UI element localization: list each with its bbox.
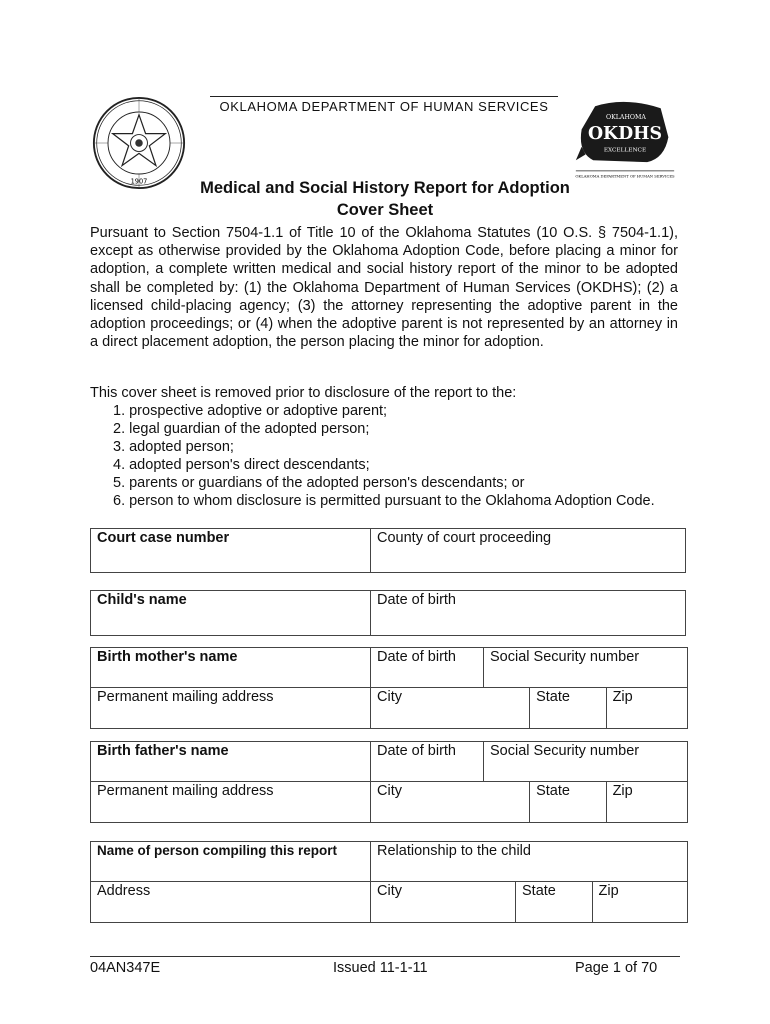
compiler-city-field[interactable]: City xyxy=(371,882,516,923)
father-state-zip-cell xyxy=(530,782,688,823)
child-table xyxy=(90,590,686,636)
disclosure-list xyxy=(113,402,713,510)
form-number: 04AN347E xyxy=(90,960,161,976)
child-dob-field[interactable]: Date of birth xyxy=(371,591,686,636)
agency-name: OKLAHOMA DEPARTMENT OF HUMAN SERVICES xyxy=(219,99,549,114)
list-item: 6. person to whom disclosure is permitted pursuant to the Oklahoma Adoption Code. xyxy=(113,493,655,509)
state-seal-icon xyxy=(92,96,186,190)
list-item: 4. adopted person's direct descendants; xyxy=(113,457,370,473)
disclosure-lead: This cover sheet is removed prior to disclosure of the report to the: xyxy=(90,385,517,401)
child-name-field[interactable]: Child's name xyxy=(91,591,371,636)
compiler-address-field[interactable]: Address xyxy=(91,882,371,923)
compiler-zip-field[interactable]: Zip xyxy=(598,883,619,899)
compiler-state-zip-cell xyxy=(516,882,688,923)
mother-address-field[interactable]: Permanent mailing address xyxy=(91,688,371,729)
birth-mother-table xyxy=(90,647,688,729)
footer-rule xyxy=(90,956,680,957)
compiler-table xyxy=(90,841,688,923)
list-item: 2. legal guardian of the adopted person; xyxy=(113,421,370,437)
father-address-field[interactable]: Permanent mailing address xyxy=(91,782,371,823)
mother-name-field[interactable]: Birth mother's name xyxy=(91,648,371,688)
seal-year: 1907 xyxy=(130,177,148,186)
logo-caption: OKLAHOMA DEPARTMENT OF HUMAN SERVICES xyxy=(575,174,675,179)
father-state-zip xyxy=(530,782,687,822)
document-subtitle: Cover Sheet xyxy=(336,201,434,219)
agency-rule xyxy=(210,96,558,97)
agency-header xyxy=(210,96,558,114)
father-name-field[interactable]: Birth father's name xyxy=(91,742,371,782)
mother-state-zip-cell xyxy=(530,688,688,729)
logo-main-text: OKDHS xyxy=(587,124,663,145)
mother-state-field[interactable]: State xyxy=(530,688,606,728)
page-number: Page 1 of 70 xyxy=(575,960,658,976)
birth-father-table xyxy=(90,741,688,823)
court-table xyxy=(90,528,686,573)
father-zip-field[interactable]: Zip xyxy=(612,783,633,799)
list-item: 1. prospective adoptive or adoptive parent; xyxy=(113,403,388,419)
mother-zip-field[interactable]: Zip xyxy=(612,689,633,705)
compiler-state-zip xyxy=(516,882,687,922)
mother-state-zip xyxy=(530,688,687,728)
issued-date: Issued 11-1-11 xyxy=(333,960,428,976)
logo-top-text: OKLAHOMA xyxy=(605,113,646,121)
intro-paragraph: Pursuant to Section 7504-1.1 of Title 10 of the Oklahoma Statutes (10 O.S. § 7504-1.1), except as otherwise provided by the Oklahoma Adoption Code, before placing a minor for adoption, a complete written medical and social history report of the minor to be adopted shall be completed by: (1) the Oklahoma Department of Human Services (OKDHS); (2) a licensed child-placing agency; (3) the attorney representing the adoptive parent in the adoption proceedings; or (4) when the adoptive parent is not represented by an attorney in a direct placement adoption, the person placing the minor for adoption. xyxy=(90,225,678,351)
court-case-number-field[interactable]: Court case number xyxy=(91,529,371,573)
list-item: 3. adopted person; xyxy=(113,439,234,455)
mother-ssn-field[interactable]: Social Security number xyxy=(484,648,688,688)
father-ssn-field[interactable]: Social Security number xyxy=(484,742,688,782)
father-dob-field[interactable]: Date of birth xyxy=(371,742,484,782)
logo-bottom-text: EXCELLENCE xyxy=(603,147,647,154)
father-state-field[interactable]: State xyxy=(530,782,606,822)
document-title: Medical and Social History Report for Adoption xyxy=(200,179,570,197)
compiler-name-field[interactable]: Name of person compiling this report xyxy=(91,842,371,882)
relationship-field[interactable]: Relationship to the child xyxy=(371,842,688,882)
okdhs-logo-icon xyxy=(572,98,678,182)
mother-dob-field[interactable]: Date of birth xyxy=(371,648,484,688)
father-city-field[interactable]: City xyxy=(371,782,530,823)
mother-city-field[interactable]: City xyxy=(371,688,530,729)
compiler-state-field[interactable]: State xyxy=(516,882,592,922)
list-item: 5. parents or guardians of the adopted person's descendants; or xyxy=(113,475,525,491)
county-field[interactable]: County of court proceeding xyxy=(371,529,686,573)
